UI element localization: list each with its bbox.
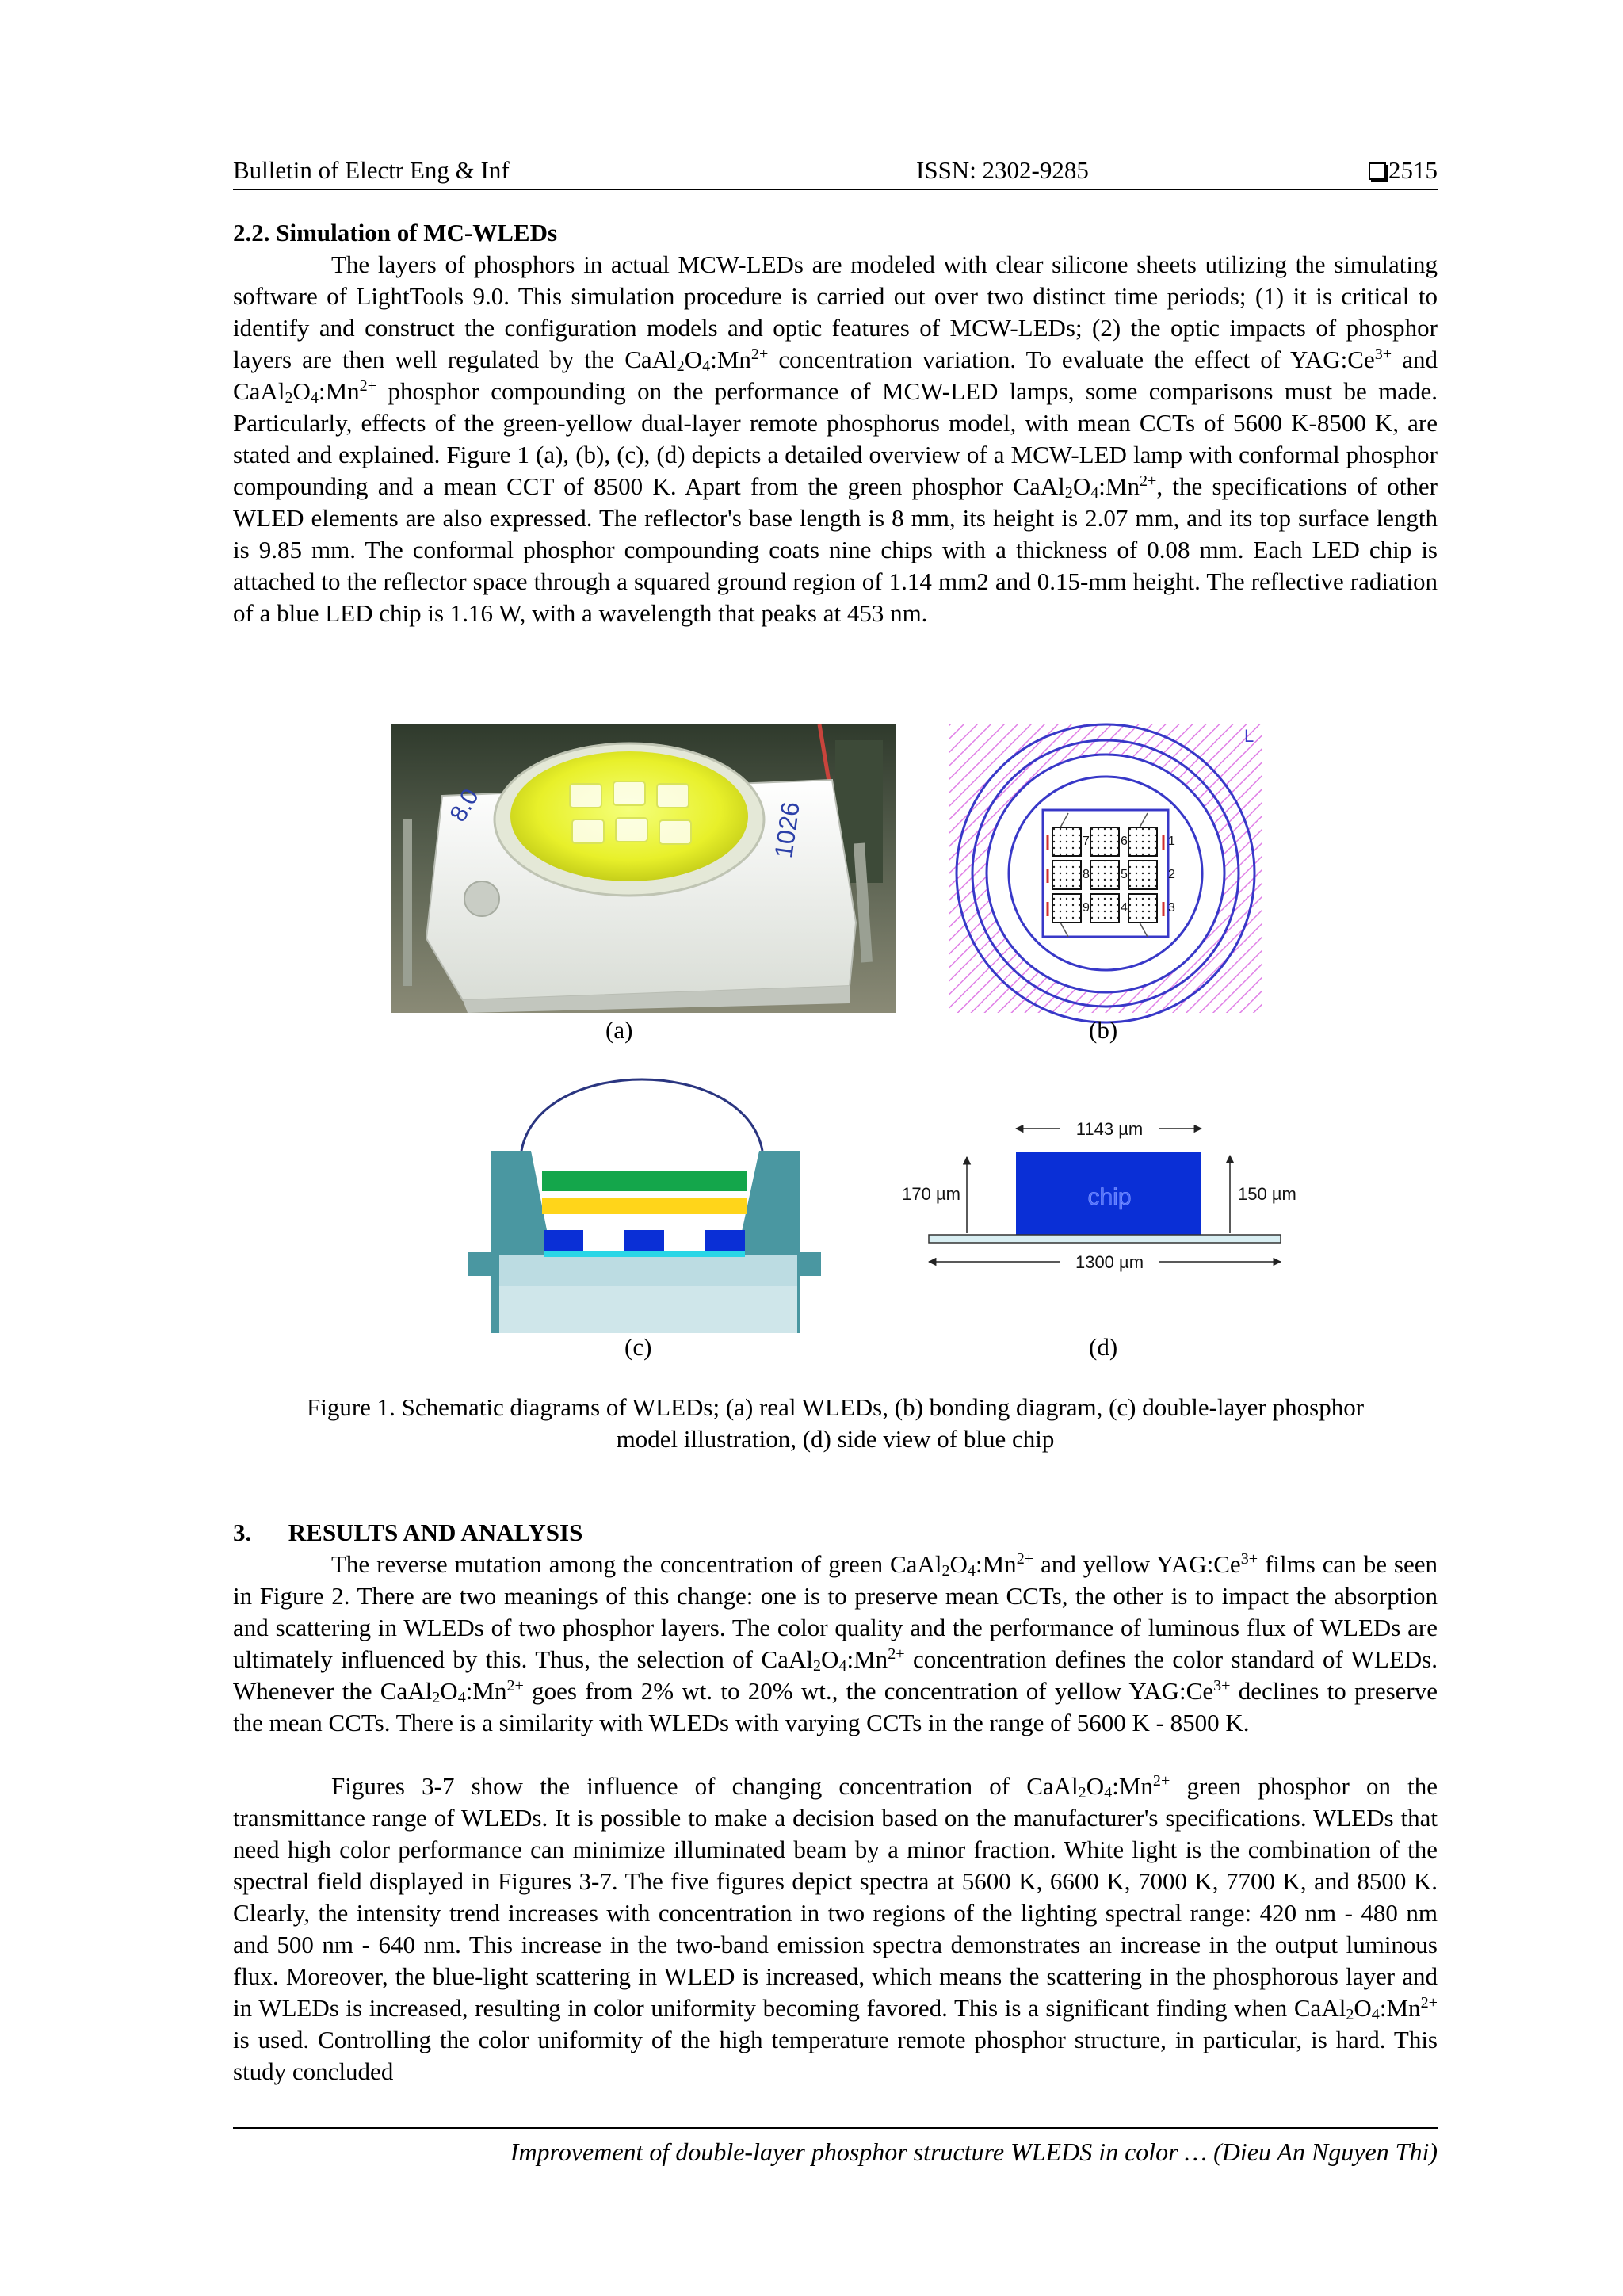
section-3-paragraph-1: [233, 1549, 1438, 1739]
figure1d-chip-side-view: [902, 1111, 1296, 1301]
page-number-value: 2515: [1388, 156, 1438, 184]
issn: ISSN: 2302-9285: [916, 156, 1089, 184]
figure1-caption-line1: Figure 1. Schematic diagrams of WLEDs; (a) real WLEDs, (b) bonding diagram, (c) double-layer phosphor: [306, 1393, 1365, 1421]
figure1c-phosphor-model: [468, 1072, 821, 1333]
chip-number-5: 5: [1121, 868, 1128, 881]
section-2-2-heading: 2.2. Simulation of MC-WLEDs: [233, 219, 558, 246]
chip-number-6: 6: [1121, 835, 1128, 848]
figure1d-label: (d): [1089, 1333, 1118, 1361]
figure1b-bonding-diagram: [949, 724, 1262, 1013]
corner-mark: L: [1244, 726, 1254, 746]
section-3-paragraph-1-text: The reverse mutation among the concentration of green $CaAl_2O_4:Mn^{2+}$ and yellow $YAG:Ce^{3+}$ films can be seen in Figure 2. There are two meanings of this change: one is to preserve mean CCTs, the other is to impact the absorption and scattering in WLEDs of two phosphor layers. The color quality and the performance of luminous flux of WLEDs are ultimately influenced by this. Thus, the selection of $CaAl_2O_4:Mn^{2+}$ concentration defines the color standard of WLEDs. Whenever the $CaAl_2O_4:Mn^{2+}$ goes from 2% wt. to 20% wt., the concentration of yellow $YAG:Ce^{3+}$ declines to preserve the mean CCTs. There is a similarity with WLEDs with varying CCTs in the range of 5600 K - 8500 K.: [233, 1549, 1438, 1736]
chip-number-3: 3: [1168, 901, 1175, 915]
figure1a-led-photo: [391, 724, 896, 1013]
section-3-paragraph-2: [233, 1771, 1438, 2088]
running-footer: Improvement of double-layer phosphor structure WLEDS in color … (Dieu An Nguyen Thi): [510, 2137, 1438, 2166]
chip-number-1: 1: [1168, 835, 1175, 848]
section-3-paragraph-2-text: Figures 3-7 show the influence of changing concentration of $CaAl_2O_4:Mn^{2+}$ green phosphor on the transmittance range of WLEDs. It is possible to make a decision based on the manufacturer's specifications. WLEDs that need high color performance can minimize illuminated beam by a minor fraction. White light is the combination of the spectral field displayed in Figures 3-7. The five figures depict spectra at 5600 K, 6600 K, 7000 K, 7700 K, and 8500 K. Clearly, the intensity trend increases with concentration in two regions of the lighting spectral range: 420 nm - 480 nm and 500 nm - 640 nm. This increase in the two-band emission spectra demonstrates an increase in the output luminous flux. Moreover, the blue-light scattering in WLED is increased, which means the scattering in the phosphorous layer and in WLEDs is increased, resulting in color uniformity becoming favored. This is a significant finding when $CaAl_2O_4:Mn^{2+}$ is used. Controlling the color uniformity of the high temperature remote phosphor structure, in particular, is hard. This study concluded: [233, 1771, 1438, 2085]
box-icon: [1369, 162, 1386, 180]
journal-name: Bulletin of Electr Eng & Inf: [233, 156, 510, 184]
chip-number-7: 7: [1083, 835, 1090, 848]
figure1b-label: (b): [1089, 1016, 1118, 1044]
chip-number-4: 4: [1121, 901, 1128, 915]
photo-marking-right: 1026: [769, 800, 805, 860]
dim-bottom-label: 1300 µm: [1075, 1252, 1144, 1272]
page-number: [1369, 155, 1438, 185]
section-3-heading: 3. RESULTS AND ANALYSIS: [233, 1519, 583, 1546]
chip-number-2: 2: [1168, 868, 1175, 881]
footer-rule: [233, 2127, 1438, 2129]
chip-number-8: 8: [1083, 868, 1090, 881]
figure1c-label: (c): [624, 1333, 652, 1361]
section-2-2-text: The layers of phosphors in actual MCW-LEDs are modeled with clear silicone sheets utilizing the simulating software of LightTools 9.0. This simulation procedure is carried out over two distinct time periods; (1) it is critical to identify and construct the configuration models and optic features of MCW-LEDs; (2) the optic impacts of phosphor layers are then well regulated by the $CaAl_2O_4:Mn^{2+}$ concentration variation. To evaluate the effect of $YAG:Ce^{3+}$ and $CaAl_2O_4:Mn^{2+}$ phosphor compounding on the performance of MCW-LED lamps, some comparisons must be made. Particularly, effects of the green-yellow dual-layer remote phosphorus model, with mean CCTs of 5600 K-8500 K, are stated and explained. Figure 1 (a), (b), (c), (d) depicts a detailed overview of a MCW-LED lamp with conformal phosphor compounding and a mean CCT of 8500 K. Apart from the green phosphor $CaAl_2O_4:Mn^{2+}$, the specifications of other WLED elements are also expressed. The reflector's base length is 8 mm, its height is 2.07 mm, and its top surface length is 9.85 mm. The conformal phosphor compounding coats nine chips with a thickness of 0.08 mm. Each LED chip is attached to the reflector space through a squared ground region of 1.14 mm2 and 0.15-mm height. The reflective radiation of a blue LED chip is 1.16 W, with a wavelength that peaks at 453 nm.: [233, 250, 1438, 627]
dim-top-label: 1143 µm: [1075, 1119, 1144, 1139]
chip-number-9: 9: [1083, 901, 1090, 915]
dim-left-label: 170 µm: [902, 1184, 960, 1204]
header-rule: [233, 189, 1438, 190]
dim-right-label: 150 µm: [1238, 1184, 1296, 1204]
section-2-2-paragraph: [233, 249, 1438, 629]
photo-marking-left: 8.0: [445, 784, 484, 827]
chip-label: chip: [1087, 1184, 1132, 1210]
figure1a-label: (a): [605, 1016, 633, 1044]
figure1-caption-line2: model illustration, (d) side view of blue chip: [616, 1425, 1055, 1453]
